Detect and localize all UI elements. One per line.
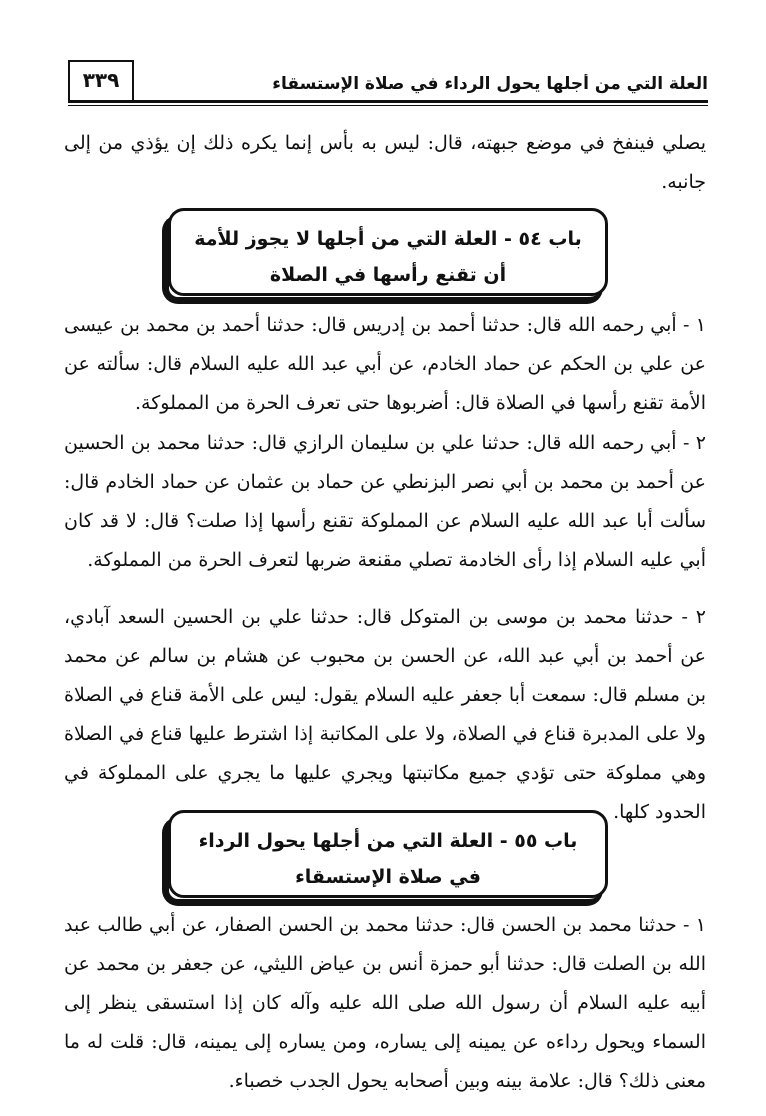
- chapter-55-heading: [171, 813, 605, 895]
- chapter-54-heading: [171, 211, 605, 293]
- hadith-3: ٢ - حدثنا محمد بن موسى بن المتوكل قال: حدثنا علي بن الحسين السعد آبادي، عن أحمد بن أبي عبد الله، عن الحسن بن محبوب عن هشام بن سالم عن محمد بن مسلم قال: سمعت أبا جعفر عليه السلام يقول: ليس على الأمة قناع في الصلاة ولا على المدبرة قناع في الصلاة، ولا على المكاتبة إذا اشترط عليها قناع في الصلاة وهي مملوكة حتى تؤدي جميع مكاتبتها ويجري عليها ما يجري على المملوكة في الحدود كلها.: [64, 606, 706, 823]
- chapter-54-box: [168, 208, 608, 296]
- chapter-54-line2: أن تقنع رأسها في الصلاة: [269, 264, 507, 286]
- chapter-55-box: [168, 810, 608, 898]
- hadith-2: ٢ - أبي رحمه الله قال: حدثنا علي بن سليمان الرازي قال: حدثنا محمد بن الحسين عن أحمد بن محمد بن أبي نصر البزنطي عن حماد بن عثمان عن حماد الخادم قال: سألت أبا عبد الله عليه السلام عن المملوكة تقنع رأسها إذا صلت؟ قال: لا قد كان أبي عليه السلام إذا رأى الخادمة تصلي مقنعة ضربها لتعرف الحرة من المملوكة.: [64, 432, 706, 571]
- hadith-1: ١ - أبي رحمه الله قال: حدثنا أحمد بن إدريس قال: حدثنا أحمد بن محمد بن عيسى عن علي بن الحكم عن حماد الخادم، عن أبي عبد الله عليه السلام قال: سألته عن الأمة تقنع رأسها في الصلاة قال: أضربوها حتى تعرف الحرة من المملوكة.: [64, 314, 706, 414]
- page-number: ٣٣٩: [68, 60, 134, 100]
- chapter-55-line2: في صلاة الإستسقاء: [295, 866, 481, 888]
- chapter-55-line1: باب ٥٥ - العلة التي من أجلها يحول الرداء: [198, 830, 578, 852]
- running-header: [68, 60, 708, 106]
- paragraph-continuation: يصلي فينفخ في موضع جبهته، قال: ليس به بأس إنما يكره ذلك إن يؤذي من إلى جانبه.: [64, 132, 706, 193]
- chapter-54-line1: باب ٥٤ - العلة التي من أجلها لا يجوز للأمة: [194, 228, 582, 250]
- header-rule-thin: [68, 105, 708, 106]
- header-title: العلة التي من أجلها يحول الرداء في صلاة الإستسقاء: [272, 74, 708, 94]
- header-rule: [68, 100, 708, 103]
- hadith-4: ١ - حدثنا محمد بن الحسن قال: حدثنا محمد بن الحسن الصفار، عن أبي طالب عبد الله بن الصلت قال: حدثنا أبو حمزة أنس بن عياض الليثي، عن جعفر بن محمد عن أبيه عليه السلام أن رسول الله صلى الله عليه وآله كان إذا استسقى ينظر إلى السماء ويحول رداءه عن يمينه إلى يساره، ومن يساره إلى يمينه، قال: قلت له ما معنى ذلك؟ قال: علامة بينه وبين أصحابه يحول الجدب خصباء.: [64, 914, 706, 1092]
